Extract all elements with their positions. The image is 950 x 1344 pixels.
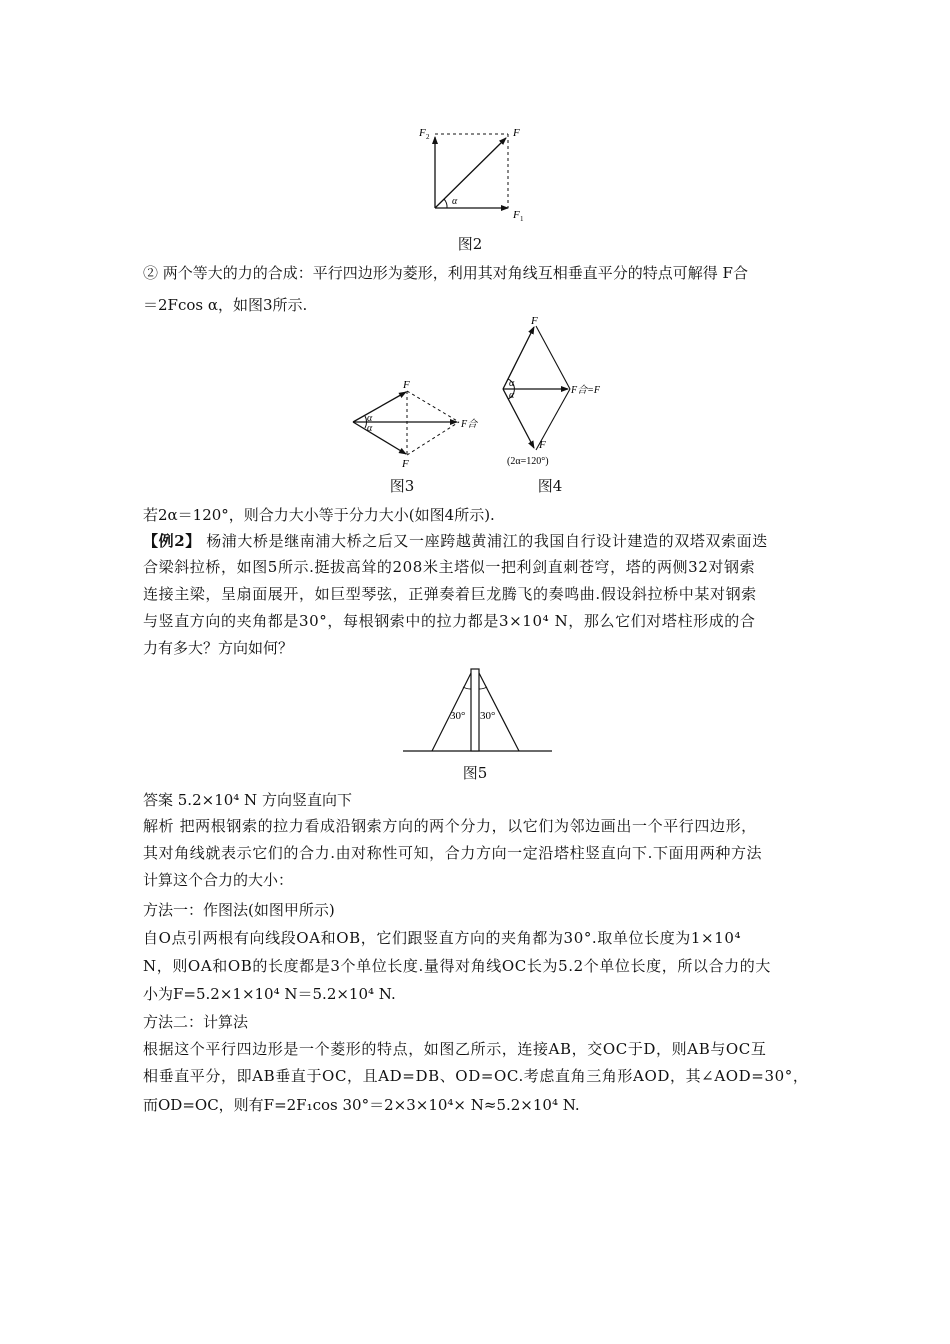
figure-5-diagram (400, 665, 555, 755)
paragraph-120-degrees: 若2α＝120°，则合力大小等于分力大小(如图4所示). (143, 506, 495, 524)
figure-3-diagram (345, 376, 485, 468)
alpha-lower-label: α (509, 390, 515, 401)
f-label: F (513, 127, 520, 139)
left-angle-arc (463, 687, 471, 689)
alpha-upper-label: α (367, 413, 373, 424)
method-2-line-3: 而OD=OC，则有F=2F₁cos 30°＝2×3×10⁴× N≈5.2×10⁴ N. (143, 1096, 580, 1114)
right-angle-arc (479, 687, 487, 689)
alpha-upper-label: α (509, 378, 515, 389)
f-bottom-arrow (503, 389, 534, 448)
alpha-arc (444, 199, 447, 208)
example-2-line-4: 与竖直方向的夹角都是30°，每根钢索中的拉力都是3×10⁴ N，那么它们对塔柱形成的合 (143, 612, 756, 630)
left-angle-label: 30° (450, 710, 466, 722)
example-2-line-1 (143, 531, 768, 551)
analysis-line-3: 计算这个合力的大小： (143, 871, 294, 889)
method-2-line-1: 根据这个平行四边形是一个菱形的特点，如图乙所示，连接AB，交OC于D，则AB与OC互 (143, 1040, 767, 1058)
dashed-lower (407, 422, 459, 455)
method-2-title: 方法二：计算法 (143, 1013, 249, 1031)
example-2-line-3: 连接主梁，呈扇面展开，如巨型琴弦，正弹奏着巨龙腾飞的奏鸣曲.假设斜拉桥中某对钢索 (143, 585, 757, 603)
f-top-arrow (353, 392, 406, 422)
analysis-line-1: 解析 把两根钢索的拉力看成沿钢索方向的两个分力，以它们为邻边画出一个平行四边形， (143, 817, 757, 835)
f-he-label: F合=F (571, 385, 600, 396)
figure-2-caption: 图2 (457, 235, 483, 253)
paragraph-equal-forces-line-2: ＝2Fcos α，如图3所示. (143, 296, 308, 314)
resultant-arrow (435, 138, 506, 208)
f-top-label: F (531, 315, 538, 327)
f-bottom-arrow (353, 422, 406, 454)
f2-subscript: 2 (426, 133, 430, 141)
outline-upper (536, 326, 570, 389)
angle-note: (2α=120°) (507, 456, 549, 467)
f-top-arrow (503, 327, 534, 389)
f-he-label: F合 (461, 419, 478, 430)
method-1-line-2: N，则OA和OB的长度都是3个单位长度.量得对角线OC长为5.2个单位长度，所以合力的大 (143, 957, 771, 975)
alpha-lower-label: α (367, 423, 373, 434)
figure-4-diagram (495, 314, 625, 469)
answer-line: 答案 5.2×10⁴ N 方向竖直向下 (143, 791, 352, 809)
example-2-line-5: 力有多大？方向如何？ (143, 639, 294, 657)
example-2-line-2: 合梁斜拉桥，如图5所示.挺拔高耸的208米主塔似一把利剑直刺苍穹，塔的两侧32对钢索 (143, 558, 756, 576)
f-bottom-label: F (539, 439, 546, 451)
f1-subscript: 1 (520, 215, 524, 223)
paragraph-equal-forces-line-1: ② 两个等大的力的合成：平行四边形为菱形，利用其对角线互相垂直平分的特点可解得 F合 (143, 264, 748, 282)
figure-2-diagram (410, 122, 530, 227)
method-1-line-1: 自O点引两根有向线段OA和OB，它们跟竖直方向的夹角都为30°.取单位长度为1×10⁴ (143, 929, 742, 947)
figure-3-caption: 图3 (389, 477, 415, 495)
example-2-tag: 【例2】 (143, 532, 201, 550)
figure-5-caption: 图5 (462, 764, 488, 782)
f-top-label: F (403, 379, 410, 391)
figure-4-caption: 图4 (537, 477, 563, 495)
tower (471, 669, 479, 751)
alpha-label: α (452, 196, 458, 207)
f1-label: F (513, 209, 520, 221)
method-1-title: 方法一：作图法(如图甲所示) (143, 901, 335, 919)
f-bottom-label: F (402, 458, 409, 468)
dashed-upper (407, 391, 459, 422)
method-2-line-2: 相垂直平分，即AB垂直于OC，且AD=DB、OD=OC.考虑直角三角形AOD，其∠AOD=30°， (143, 1067, 809, 1085)
example-2-line-1-text: 杨浦大桥是继南浦大桥之后又一座跨越黄浦江的我国自行设计建造的双塔双索面迭 (200, 532, 768, 550)
method-1-line-3: 小为F=5.2×1×10⁴ N＝5.2×10⁴ N. (143, 985, 396, 1003)
analysis-line-2: 其对角线就表示它们的合力.由对称性可知，合力方向一定沿塔柱竖直向下.下面用两种方法 (143, 844, 763, 862)
right-angle-label: 30° (480, 710, 496, 722)
f2-label: F (419, 127, 426, 139)
